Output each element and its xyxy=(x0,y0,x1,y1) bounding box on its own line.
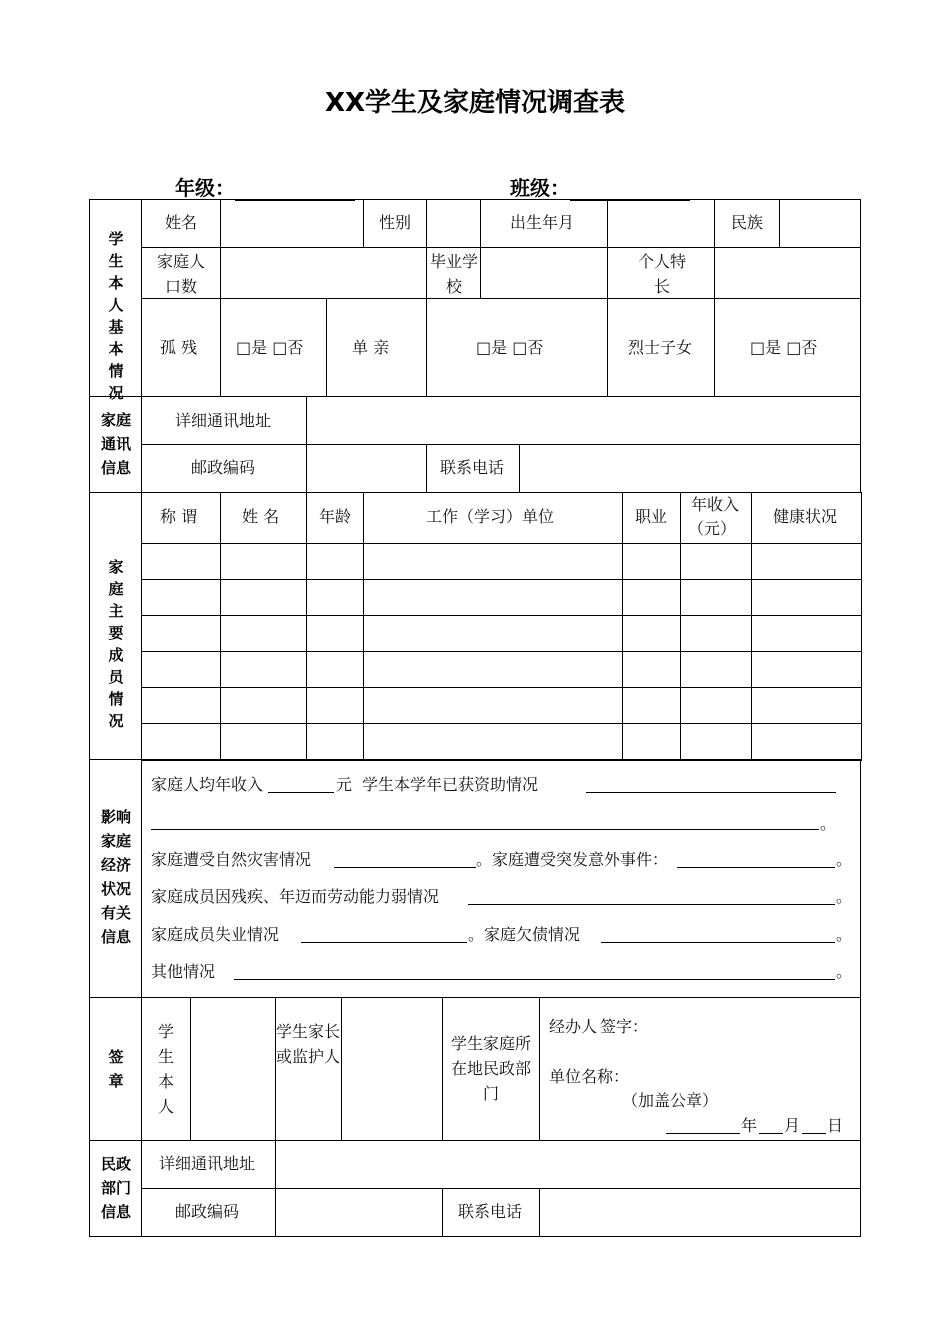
econ-unemploy-label: 家庭成员失业情况 xyxy=(151,925,280,944)
school-input[interactable] xyxy=(480,247,608,299)
period: 。 xyxy=(836,962,853,981)
members-input-cell[interactable] xyxy=(141,543,221,580)
econ-labor-blank[interactable] xyxy=(468,904,835,905)
col-work-header: 工作（学习）单位 xyxy=(426,507,555,526)
members-input-cell[interactable] xyxy=(141,579,221,616)
members-input-cell[interactable] xyxy=(220,615,307,652)
econ-aid-blank[interactable] xyxy=(586,792,836,793)
members-input-cell[interactable] xyxy=(306,543,364,580)
civil-phone-input[interactable] xyxy=(539,1188,861,1237)
day-blank[interactable] xyxy=(802,1133,826,1134)
postcode-input[interactable] xyxy=(306,444,427,493)
col-age-header: 年龄 xyxy=(319,507,352,526)
page-title: XX学生及家庭情况调查表 xyxy=(324,88,626,118)
civil-address-input[interactable] xyxy=(275,1140,861,1189)
members-input-cell[interactable] xyxy=(306,579,364,616)
gender-input[interactable] xyxy=(426,199,481,248)
seal-note: （加盖公章） xyxy=(622,1091,719,1110)
section-sign-label: 签章 xyxy=(108,1048,124,1090)
period: 。 xyxy=(468,925,485,944)
members-input-cell[interactable] xyxy=(680,579,752,616)
phone-label: 联系电话 xyxy=(440,458,505,477)
members-input-cell[interactable] xyxy=(680,651,752,688)
members-input-cell[interactable] xyxy=(363,615,623,652)
martyr-label: 烈士子女 xyxy=(628,338,693,357)
period: 。 xyxy=(836,887,853,906)
single-yes-no[interactable]: □是 □否 xyxy=(476,338,544,357)
members-input-cell[interactable] xyxy=(306,615,364,652)
section-civil-label: 民政部门信息 xyxy=(100,1155,131,1221)
members-input-cell[interactable] xyxy=(751,687,862,724)
section-contact-label: 家庭通讯信息 xyxy=(100,411,131,477)
members-input-cell[interactable] xyxy=(622,651,681,688)
members-input-cell[interactable] xyxy=(220,651,307,688)
class-blank[interactable] xyxy=(570,180,690,201)
econ-accident-label: 家庭遭受突发意外事件： xyxy=(492,850,669,869)
class-label: 班级： xyxy=(510,176,570,200)
section-members-label: 家庭主要成员情况 xyxy=(108,558,124,730)
econ-other-blank[interactable] xyxy=(234,979,835,980)
col-relation-header: 称 谓 xyxy=(160,507,198,526)
members-input-cell[interactable] xyxy=(751,651,862,688)
members-input-cell[interactable] xyxy=(220,723,307,761)
col-income-header: 年收入 xyxy=(691,495,740,514)
name-input[interactable] xyxy=(220,199,364,248)
econ-disaster-blank[interactable] xyxy=(334,867,476,868)
martyr-yes-no[interactable]: □是 □否 xyxy=(750,338,818,357)
civil-postcode-input[interactable] xyxy=(275,1188,443,1237)
birth-label: 出生年月 xyxy=(510,213,575,232)
members-input-cell[interactable] xyxy=(622,615,681,652)
members-input-cell[interactable] xyxy=(622,723,681,761)
grade-blank[interactable] xyxy=(235,180,355,201)
members-input-cell[interactable] xyxy=(141,651,221,688)
members-input-cell[interactable] xyxy=(680,723,752,761)
members-input-cell[interactable] xyxy=(680,543,752,580)
student-sign-box[interactable] xyxy=(190,997,276,1141)
specialty-input[interactable] xyxy=(714,247,861,299)
signature-label: 签字： xyxy=(600,1017,649,1036)
members-input-cell[interactable] xyxy=(141,723,221,761)
members-input-cell[interactable] xyxy=(363,723,623,761)
econ-income-label: 家庭人均年收入 xyxy=(151,775,264,794)
student-sign-label: 学生本人 xyxy=(157,1022,174,1116)
address-input[interactable] xyxy=(306,396,861,445)
handler-label: 经办人 xyxy=(549,1017,598,1036)
members-input-cell[interactable] xyxy=(220,543,307,580)
year-label: 年 xyxy=(741,1116,758,1135)
school-label: 毕业学校 xyxy=(430,252,479,296)
grade-label: 年级： xyxy=(175,176,235,200)
postcode-label: 邮政编码 xyxy=(191,458,256,477)
day-label: 日 xyxy=(827,1116,844,1135)
econ-accident-blank[interactable] xyxy=(677,867,835,868)
civil-postcode-label: 邮政编码 xyxy=(175,1202,240,1221)
members-input-cell[interactable] xyxy=(622,543,681,580)
dept-sign-label: 学生家庭所在地民政部门 xyxy=(450,1034,531,1103)
col-name-header: 姓 名 xyxy=(242,507,280,526)
members-input-cell[interactable] xyxy=(363,687,623,724)
econ-unemploy-blank[interactable] xyxy=(301,942,467,943)
members-input-cell[interactable] xyxy=(622,579,681,616)
members-input-cell[interactable] xyxy=(306,687,364,724)
period: 。 xyxy=(820,814,837,833)
period: 。 xyxy=(836,850,853,869)
gender-label: 性别 xyxy=(379,213,412,232)
members-input-cell[interactable] xyxy=(363,579,623,616)
col-job-header: 职业 xyxy=(635,507,668,526)
ethnicity-input[interactable] xyxy=(779,199,861,248)
econ-labor-label: 家庭成员因残疾、年迈而劳动能力弱情况 xyxy=(151,887,440,906)
household-input[interactable] xyxy=(220,247,427,299)
members-input-cell[interactable] xyxy=(363,543,623,580)
period: 。 xyxy=(836,925,853,944)
econ-debt-blank[interactable] xyxy=(601,942,835,943)
members-input-cell[interactable] xyxy=(306,723,364,761)
grade-field[interactable] xyxy=(175,172,355,201)
econ-yuan: 元 xyxy=(336,775,353,794)
members-input-cell[interactable] xyxy=(751,615,862,652)
members-input-cell[interactable] xyxy=(141,687,221,724)
unit-name-label: 单位名称： xyxy=(549,1067,630,1086)
section-economy-label: 影响家庭经济状况有关信息 xyxy=(100,808,131,946)
single-label: 单 亲 xyxy=(352,338,390,357)
period: 。 xyxy=(476,850,493,869)
members-input-cell[interactable] xyxy=(680,615,752,652)
members-input-cell[interactable] xyxy=(751,723,862,761)
econ-debt-label: 家庭欠债情况 xyxy=(484,925,581,944)
members-input-cell[interactable] xyxy=(751,579,862,616)
econ-aid-label: 学生本学年已获资助情况 xyxy=(362,775,539,794)
phone-input[interactable] xyxy=(519,444,861,493)
orphan-label: 孤 残 xyxy=(160,338,198,357)
month-blank[interactable] xyxy=(759,1133,783,1134)
specialty-label: 个人特长 xyxy=(638,252,687,296)
econ-other-label: 其他情况 xyxy=(151,962,216,981)
month-label: 月 xyxy=(784,1116,801,1135)
members-input-cell[interactable] xyxy=(622,687,681,724)
name-label: 姓名 xyxy=(165,213,198,232)
section-student-label: 学生本人基本情况 xyxy=(108,230,124,402)
members-input-cell[interactable] xyxy=(220,687,307,724)
col-income-unit: （元） xyxy=(688,519,737,538)
econ-income-blank[interactable] xyxy=(268,792,334,793)
econ-aid-blank-2[interactable] xyxy=(151,829,819,830)
guardian-sign-box[interactable] xyxy=(341,997,443,1141)
address-label: 详细通讯地址 xyxy=(175,411,272,430)
civil-address-label: 详细通讯地址 xyxy=(159,1154,256,1173)
household-label: 家庭人口数 xyxy=(156,252,205,296)
members-input-cell[interactable] xyxy=(751,543,862,580)
birth-input[interactable] xyxy=(607,199,715,248)
members-input-cell[interactable] xyxy=(680,687,752,724)
class-field[interactable] xyxy=(510,172,690,201)
col-health-header: 健康状况 xyxy=(773,507,838,526)
members-input-cell[interactable] xyxy=(220,579,307,616)
ethnicity-label: 民族 xyxy=(731,213,764,232)
orphan-yes-no[interactable]: □是 □否 xyxy=(236,338,304,357)
year-blank[interactable] xyxy=(666,1133,740,1134)
econ-disaster-label: 家庭遭受自然灾害情况 xyxy=(151,850,312,869)
civil-phone-label: 联系电话 xyxy=(458,1202,523,1221)
members-input-cell[interactable] xyxy=(306,651,364,688)
members-input-cell[interactable] xyxy=(363,651,623,688)
guardian-sign-label: 学生家长或监护人 xyxy=(276,1022,341,1066)
members-input-cell[interactable] xyxy=(141,615,221,652)
